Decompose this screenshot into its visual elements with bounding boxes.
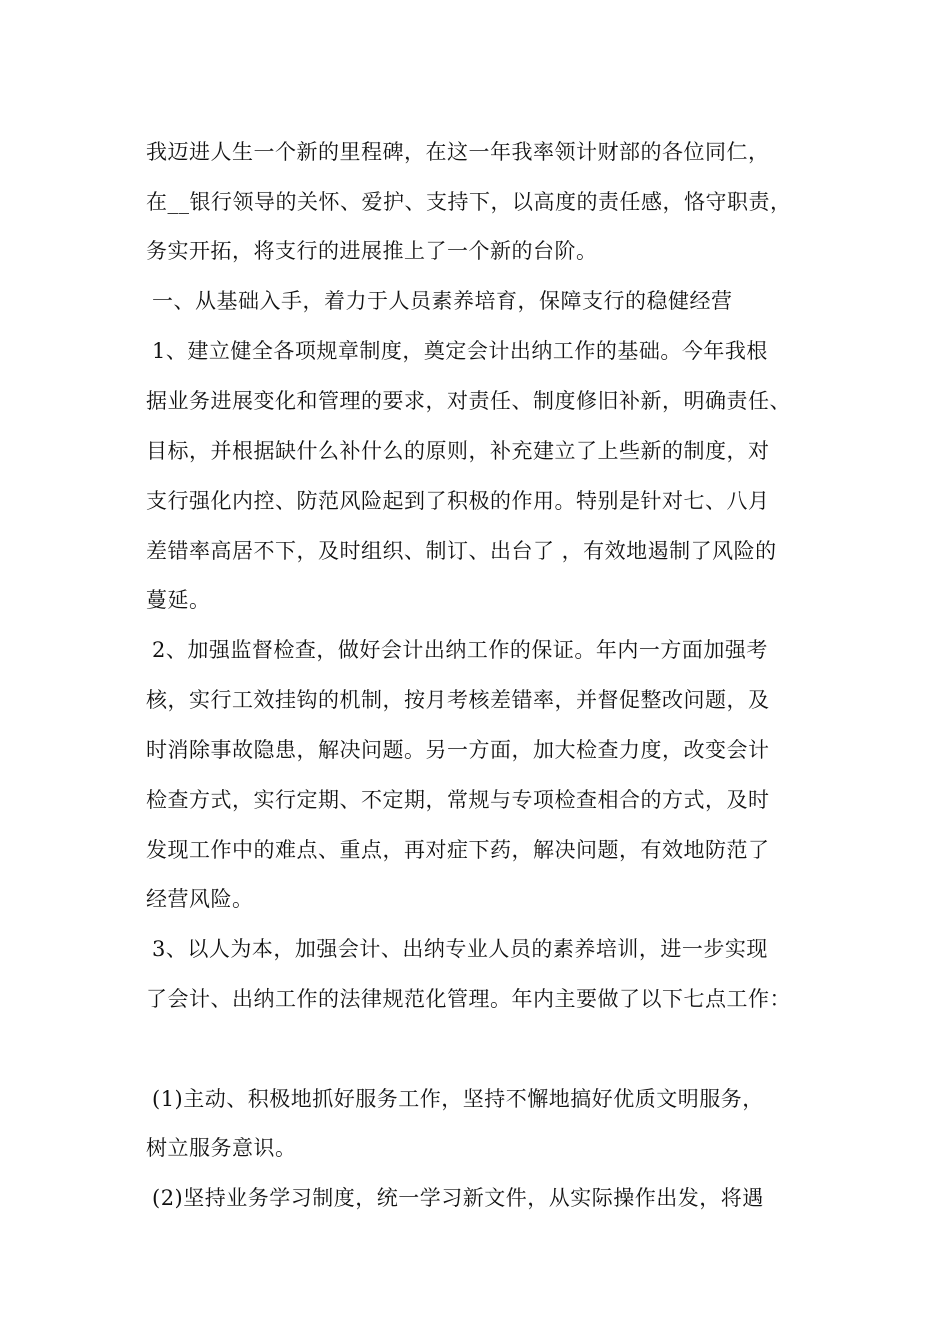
text-line: 2、加强监督检查，做好会计出纳工作的保证。年内一方面加强考 [152,638,768,662]
text-line: 树立服务意识。 [146,1136,297,1160]
text-line: 核，实行工效挂钩的机制，按月考核差错率，并督促整改问题，及 [146,688,770,712]
text-line: 务实开拓，将支行的进展推上了一个新的台阶。 [146,239,598,263]
text-line: 据业务进展变化和管理的要求，对责任、制度修旧补新，明确责任、 [146,389,791,413]
text-line: 在__银行领导的关怀、爱护、支持下，以高度的责任感，恪守职责， [146,190,792,214]
text-line: 蔓延。 [146,588,211,612]
text-line: 目标，并根据缺什么补什么的原则，补充建立了上些新的制度，对 [146,439,770,463]
text-line: 发现工作中的难点、重点，再对症下药，解决问题，有效地防范了 [146,838,770,862]
text-line: 差错率高居不下，及时组织、制订、出台了 ，有效地遏制了风险的 [146,539,777,563]
text-line: 支行强化内控、防范风险起到了积极的作用。特别是针对七、八月 [146,489,770,513]
list-item: (2)坚持业务学习制度，统一学习新文件，从实际操作出发，将遇 [152,1186,764,1210]
text-line: 3、以人为本，加强会计、出纳专业人员的素养培训，进一步实现 [152,937,768,961]
text-line: 检查方式，实行定期、不定期，常规与专项检查相合的方式，及时 [146,788,770,812]
text-line: 时消除事故隐患，解决问题。另一方面，加大检查力度，改变会计 [146,738,770,762]
text-line: 了会计、出纳工作的法律规范化管理。年内主要做了以下七点工作： [146,987,791,1011]
section-heading: 一、从基础入手，着力于人员素养培育，保障支行的稳健经营 [152,289,733,313]
text-line: 1、建立健全各项规章制度，奠定会计出纳工作的基础。今年我根 [152,339,768,363]
list-item: (1)主动、积极地抓好服务工作，坚持不懈地搞好优质文明服务， [152,1087,764,1111]
text-line: 我迈进人生一个新的里程碑，在这一年我率领计财部的各位同仁， [146,140,770,164]
text-line: 经营风险。 [146,887,254,911]
